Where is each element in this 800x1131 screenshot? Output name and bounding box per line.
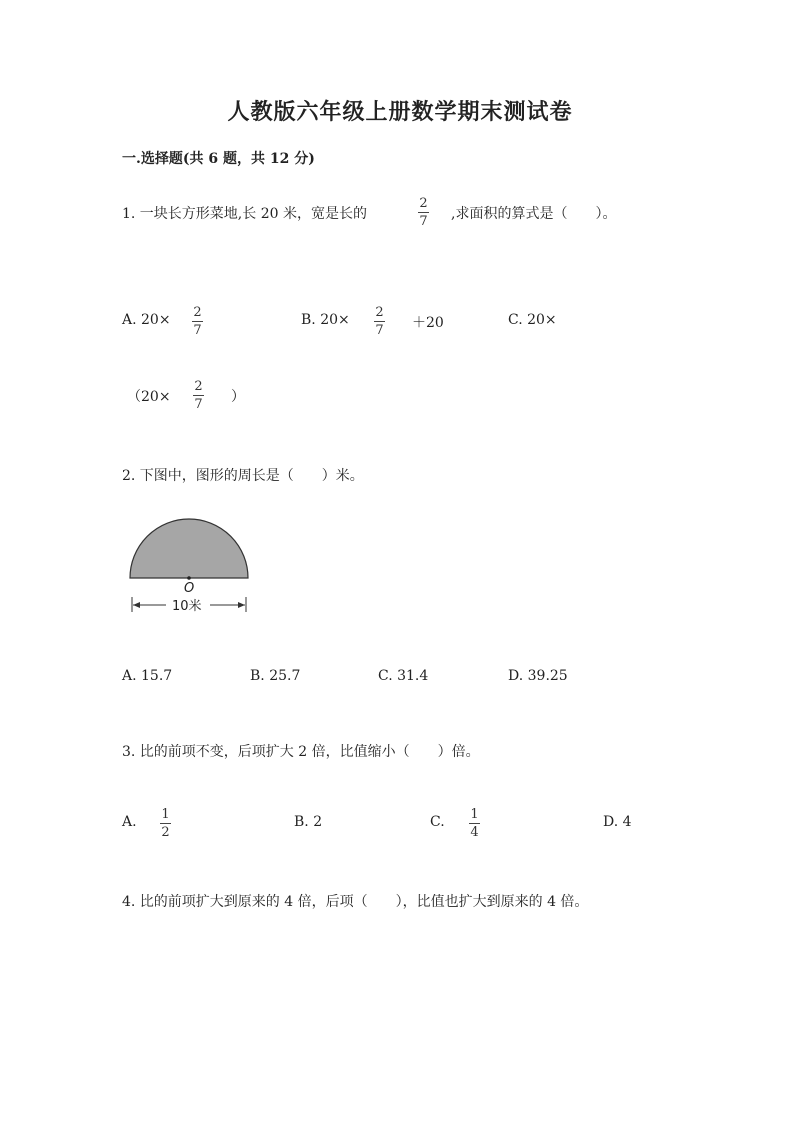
semicircle-figure xyxy=(120,512,265,622)
q1-option-b-numerator: 2 xyxy=(375,305,384,320)
q3-option-c-fraction xyxy=(469,807,480,840)
fraction-bar xyxy=(193,395,204,396)
q1-option-a-denominator: 7 xyxy=(193,323,202,338)
q3-option-c-numerator: 1 xyxy=(470,807,479,822)
q1-option-d-fraction xyxy=(193,379,204,412)
q3-option-d: D. 4 xyxy=(603,814,632,830)
q2-option-a: A. 15.7 xyxy=(122,668,173,684)
q3-option-c-denominator: 4 xyxy=(470,825,479,840)
q1-option-d-prefix: （20× xyxy=(127,389,171,405)
q3-option-a-prefix: A. xyxy=(122,814,137,830)
q1-option-d-suffix: ） xyxy=(231,389,245,405)
q3-option-a-numerator: 1 xyxy=(161,807,170,822)
q1-option-b-prefix: B. 20× xyxy=(301,312,350,328)
q3-option-b: B. 2 xyxy=(294,814,323,830)
q1-option-b-suffix: ＋20 xyxy=(412,315,444,331)
q2-option-c: C. 31.4 xyxy=(378,668,429,684)
q2-option-d: D. 39.25 xyxy=(508,668,568,684)
page-title: 人教版六年级上册数学期末测试卷 xyxy=(227,99,573,125)
q2-text: 2. 下图中，图形的周长是（ ）米。 xyxy=(122,468,364,484)
q4-text: 4. 比的前项扩大到原来的 4 倍，后项（ ），比值也扩大到原来的 4 倍。 xyxy=(122,894,589,910)
q3-option-a-fraction xyxy=(160,807,171,840)
section-heading: 一.选择题(共 6 题，共 12 分) xyxy=(122,151,315,167)
q1-option-a-prefix: A. 20× xyxy=(122,312,171,328)
fraction-bar xyxy=(469,823,480,824)
q3-option-a-denominator: 2 xyxy=(161,825,170,840)
fraction-bar xyxy=(160,823,171,824)
q1-fraction-numerator: 2 xyxy=(419,196,428,211)
q3-option-c-prefix: C. xyxy=(430,814,445,830)
q1-option-d-numerator: 2 xyxy=(194,379,203,394)
q1-text-after: ,求面积的算式是（ ）。 xyxy=(451,206,617,222)
q1-option-a-numerator: 2 xyxy=(193,305,202,320)
q1-fraction-denominator: 7 xyxy=(419,214,428,229)
fraction-bar xyxy=(418,212,429,213)
fraction-bar xyxy=(192,321,203,322)
width-label: 10米 xyxy=(172,599,202,614)
semicircle-shape xyxy=(130,519,248,578)
q1-text-before: 1. 一块长方形菜地,长 20 米，宽是长的 xyxy=(122,206,367,222)
q1-option-b-fraction xyxy=(374,305,385,338)
q1-fraction xyxy=(418,196,429,229)
q1-option-b-denominator: 7 xyxy=(375,323,384,338)
center-point xyxy=(187,576,191,580)
fraction-bar xyxy=(374,321,385,322)
q1-option-c-prefix: C. 20× xyxy=(508,312,557,328)
arrowhead-left xyxy=(133,602,140,608)
center-label: O xyxy=(184,581,195,596)
q2-option-b: B. 25.7 xyxy=(250,668,301,684)
arrowhead-right xyxy=(238,602,245,608)
q3-text: 3. 比的前项不变，后项扩大 2 倍，比值缩小（ ）倍。 xyxy=(122,744,480,760)
q1-option-d-denominator: 7 xyxy=(194,397,203,412)
q1-option-a-fraction xyxy=(192,305,203,338)
